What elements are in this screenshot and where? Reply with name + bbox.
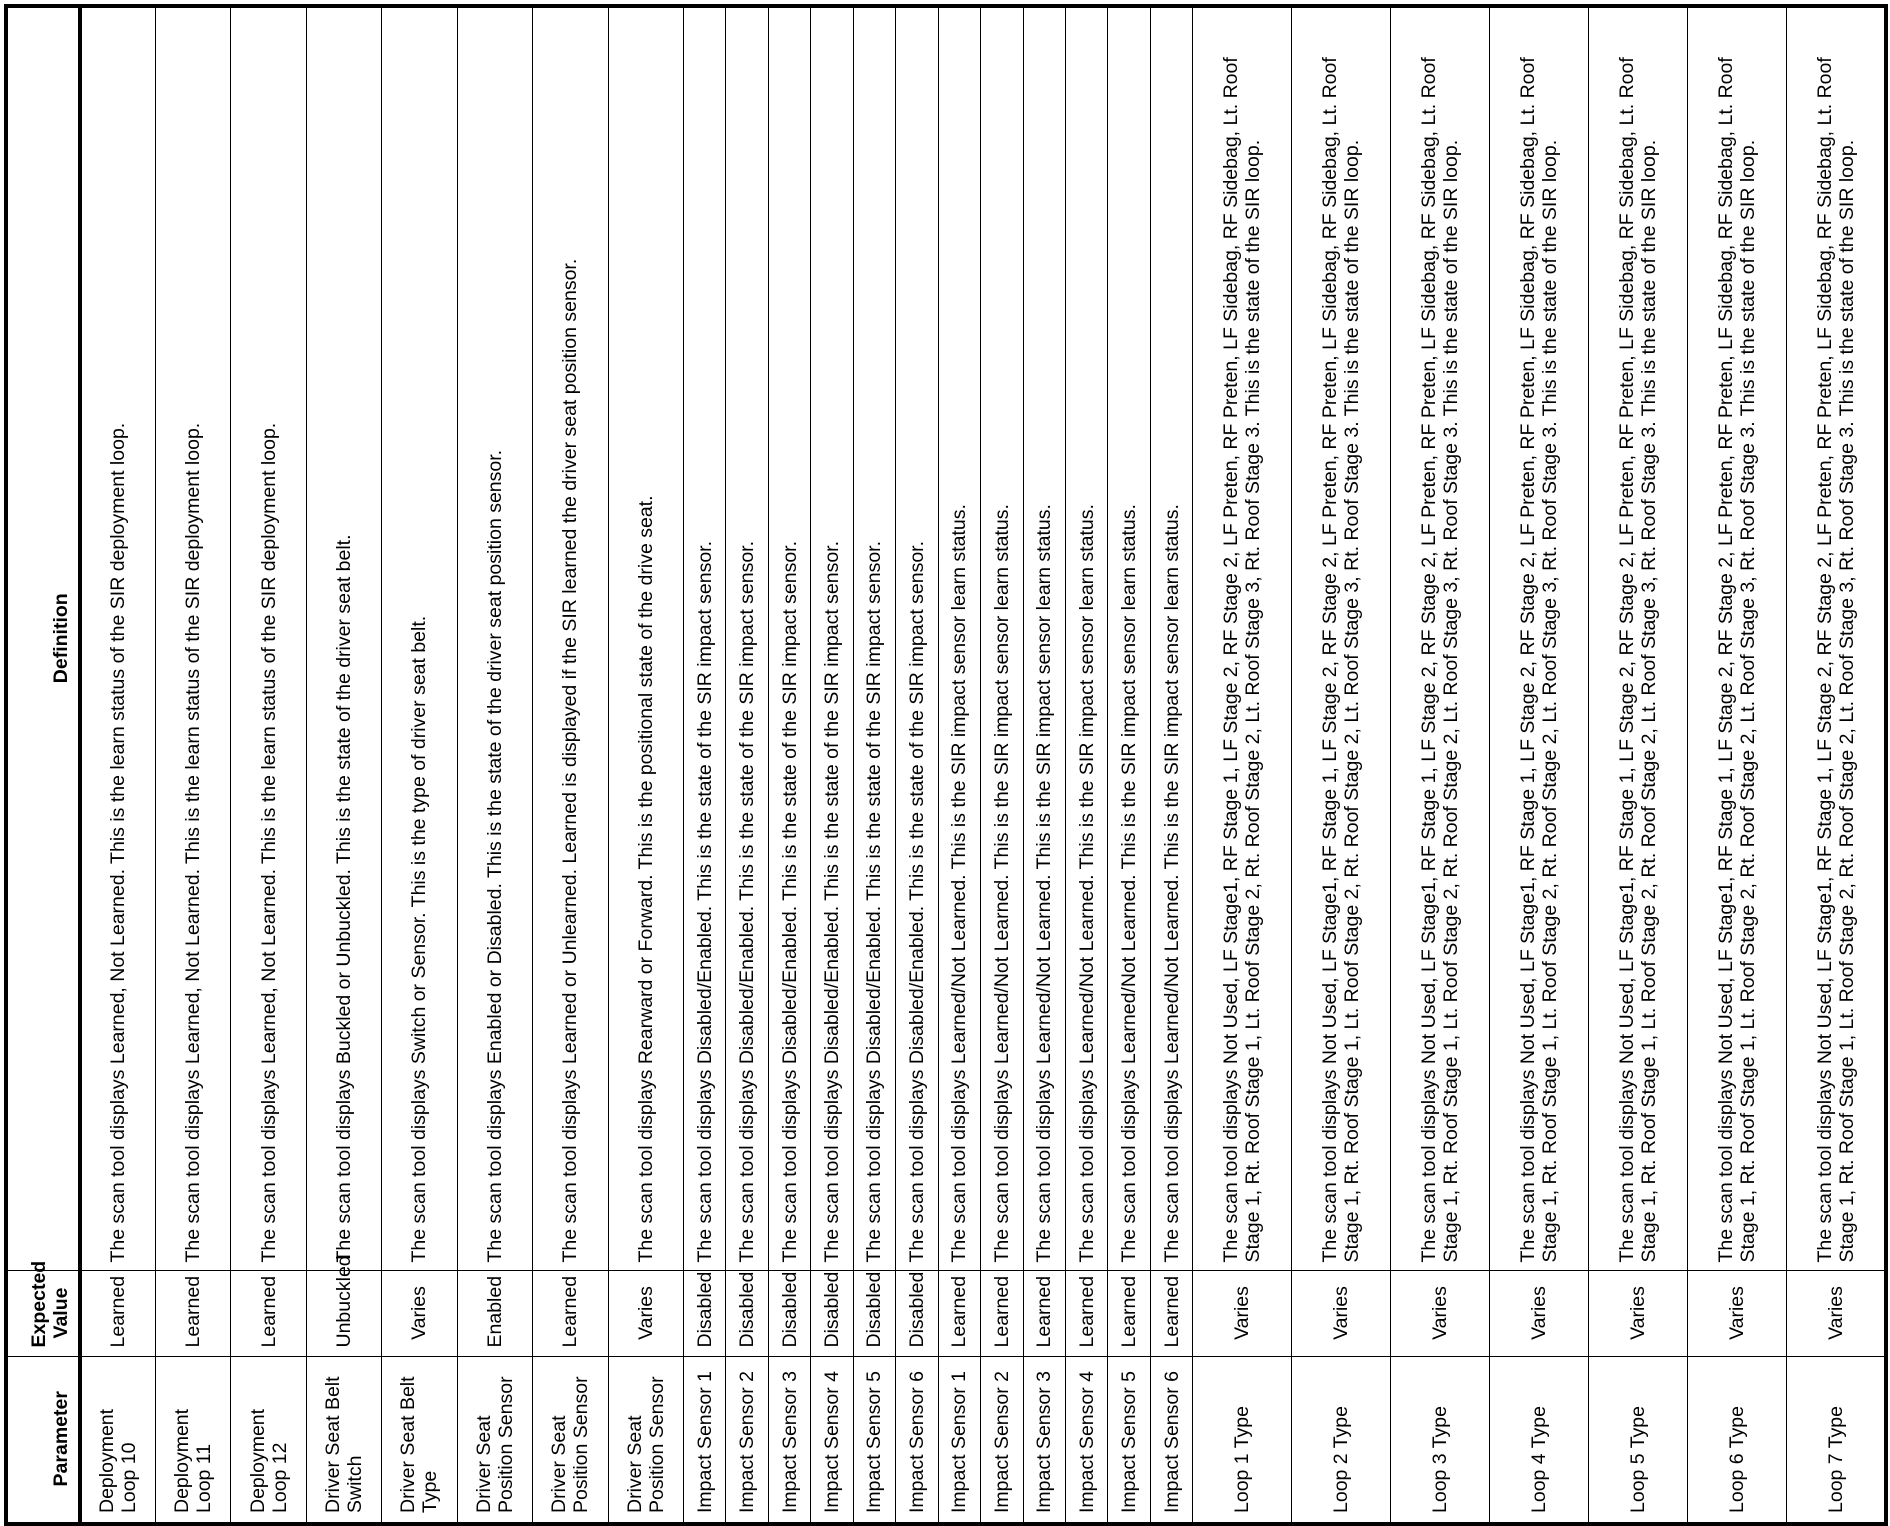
expected-value-cell: Learned — [1023, 1271, 1065, 1357]
definition-cell: The scan tool displays Switch or Sensor. This is the type of driver seat belt. — [382, 6, 457, 1271]
parameter-cell: Loop 4 Type — [1490, 1357, 1589, 1524]
table-row — [533, 6, 608, 1524]
definition-cell: The scan tool displays Learned/Not Learned. This is the SIR impact sensor learn status. — [1150, 6, 1192, 1271]
definition-cell: The scan tool displays Learned or Unlearned. Learned is displayed if the SIR learned the driver seat position sensor. — [533, 6, 608, 1271]
parameter-cell: Deployment Loop 12 — [231, 1357, 306, 1524]
parameter-cell: Impact Sensor 6 — [1150, 1357, 1192, 1524]
header-parameter: Parameter — [6, 1357, 80, 1524]
definition-cell: The scan tool displays Enabled or Disabled. This is the state of the driver seat position sensor. — [457, 6, 532, 1271]
expected-value-cell: Disabled — [811, 1271, 853, 1357]
expected-value-cell: Varies — [1292, 1271, 1391, 1357]
definition-cell: The scan tool displays Learned/Not Learned. This is the SIR impact sensor learn status. — [1108, 6, 1150, 1271]
parameter-cell: Deployment Loop 11 — [155, 1357, 230, 1524]
definition-cell: The scan tool displays Not Used, LF Stage1, RF Stage 1, LF Stage 2, RF Stage 2, LF Preten, RF Preten, LF Sidebag, RF Sidebag, Lt. Roof Stage 1, Rt. Roof Stage 1, Lt. Roof Stage 2, Rt. Roof Stage 2, Lt. Roof Stage 3, Rt. Roof Stage 3. This is the state of the SIR loop. — [1292, 6, 1391, 1271]
expected-value-cell: Learned — [155, 1271, 230, 1357]
definition-cell: The scan tool displays Disabled/Enabled. This is the state of the SIR impact sensor. — [768, 6, 810, 1271]
parameter-cell: Impact Sensor 6 — [896, 1357, 938, 1524]
header-definition: Definition — [6, 6, 80, 1271]
parameter-cell: Impact Sensor 2 — [726, 1357, 768, 1524]
expected-value-cell: Enabled — [457, 1271, 532, 1357]
table-body — [80, 6, 1886, 1524]
expected-value-cell: Varies — [1589, 1271, 1688, 1357]
table-row — [1391, 6, 1490, 1524]
expected-value-cell: Disabled — [896, 1271, 938, 1357]
table-row — [1787, 6, 1886, 1524]
expected-value-cell: Varies — [1391, 1271, 1490, 1357]
parameter-cell: Driver Seat Position Sensor — [457, 1357, 532, 1524]
expected-value-cell: Learned — [231, 1271, 306, 1357]
definition-cell: The scan tool displays Not Used, LF Stage1, RF Stage 1, LF Stage 2, RF Stage 2, LF Preten, RF Preten, LF Sidebag, RF Sidebag, Lt. Roof Stage 1, Rt. Roof Stage 1, Lt. Roof Stage 2, Rt. Roof Stage 2, Lt. Roof Stage 3, Rt. Roof Stage 3. This is the state of the SIR loop. — [1787, 6, 1886, 1271]
definition-cell: The scan tool displays Disabled/Enabled. This is the state of the SIR impact sensor. — [726, 6, 768, 1271]
table-row — [768, 6, 810, 1524]
table-row — [1108, 6, 1150, 1524]
expected-value-cell: Learned — [1108, 1271, 1150, 1357]
parameter-cell: Loop 7 Type — [1787, 1357, 1886, 1524]
table-row — [1150, 6, 1192, 1524]
parameter-cell: Impact Sensor 3 — [768, 1357, 810, 1524]
expected-value-cell: Learned — [938, 1271, 980, 1357]
parameter-cell: Impact Sensor 1 — [938, 1357, 980, 1524]
table-row — [811, 6, 853, 1524]
table-row — [155, 6, 230, 1524]
parameter-cell: Loop 6 Type — [1688, 1357, 1787, 1524]
expected-value-cell: Learned — [1065, 1271, 1107, 1357]
expected-value-cell: Varies — [1490, 1271, 1589, 1357]
expected-value-cell: Disabled — [853, 1271, 895, 1357]
header-expected-value: Expected Value — [6, 1271, 80, 1357]
definition-cell: The scan tool displays Disabled/Enabled. This is the state of the SIR impact sensor. — [853, 6, 895, 1271]
table-row — [231, 6, 306, 1524]
expected-value-cell: Learned — [533, 1271, 608, 1357]
definition-cell: The scan tool displays Learned, Not Learned. This is the learn status of the SIR deployment loop. — [155, 6, 230, 1271]
table-row — [1490, 6, 1589, 1524]
parameter-cell: Impact Sensor 2 — [981, 1357, 1023, 1524]
parameter-cell: Impact Sensor 1 — [684, 1357, 726, 1524]
table-row — [981, 6, 1023, 1524]
table-row — [938, 6, 980, 1524]
table-row — [1292, 6, 1391, 1524]
expected-value-cell: Unbuckled — [306, 1271, 381, 1357]
expected-value-cell: Learned — [1150, 1271, 1192, 1357]
definition-cell: The scan tool displays Not Used, LF Stage1, RF Stage 1, LF Stage 2, RF Stage 2, LF Preten, RF Preten, LF Sidebag, RF Sidebag, Lt. Roof Stage 1, Rt. Roof Stage 1, Lt. Roof Stage 2, Rt. Roof Stage 2, Lt. Roof Stage 3, Rt. Roof Stage 3. This is the state of the SIR loop. — [1688, 6, 1787, 1271]
table-row — [1023, 6, 1065, 1524]
parameter-cell: Deployment Loop 10 — [80, 1357, 155, 1524]
table-row — [608, 6, 683, 1524]
definition-cell: The scan tool displays Learned/Not Learned. This is the SIR impact sensor learn status. — [981, 6, 1023, 1271]
expected-value-cell: Varies — [1193, 1271, 1292, 1357]
definition-cell: The scan tool displays Learned, Not Learned. This is the learn status of the SIR deployment loop. — [231, 6, 306, 1271]
definition-cell: The scan tool displays Disabled/Enabled. This is the state of the SIR impact sensor. — [896, 6, 938, 1271]
expected-value-cell: Learned — [981, 1271, 1023, 1357]
definition-cell: The scan tool displays Learned, Not Learned. This is the learn status of the SIR deployment loop. — [80, 6, 155, 1271]
table-row — [1065, 6, 1107, 1524]
definition-cell: The scan tool displays Not Used, LF Stage1, RF Stage 1, LF Stage 2, RF Stage 2, LF Preten, RF Preten, LF Sidebag, RF Sidebag, Lt. Roof Stage 1, Rt. Roof Stage 1, Lt. Roof Stage 2, Rt. Roof Stage 2, Lt. Roof Stage 3, Rt. Roof Stage 3. This is the state of the SIR loop. — [1193, 6, 1292, 1271]
table-row — [306, 6, 381, 1524]
parameter-cell: Driver Seat Belt Type — [382, 1357, 457, 1524]
definition-cell: The scan tool displays Not Used, LF Stage1, RF Stage 1, LF Stage 2, RF Stage 2, LF Preten, RF Preten, LF Sidebag, RF Sidebag, Lt. Roof Stage 1, Rt. Roof Stage 1, Lt. Roof Stage 2, Rt. Roof Stage 2, Lt. Roof Stage 3, Rt. Roof Stage 3. This is the state of the SIR loop. — [1490, 6, 1589, 1271]
expected-value-cell: Disabled — [768, 1271, 810, 1357]
table-row — [457, 6, 532, 1524]
expected-value-cell: Varies — [1787, 1271, 1886, 1357]
expected-value-cell: Varies — [382, 1271, 457, 1357]
table-row — [684, 6, 726, 1524]
expected-value-cell: Varies — [608, 1271, 683, 1357]
parameter-cell: Impact Sensor 3 — [1023, 1357, 1065, 1524]
parameter-cell: Driver Seat Belt Switch — [306, 1357, 381, 1524]
table-row — [853, 6, 895, 1524]
definition-cell: The scan tool displays Learned/Not Learned. This is the SIR impact sensor learn status. — [938, 6, 980, 1271]
table-row — [896, 6, 938, 1524]
table-row — [726, 6, 768, 1524]
definition-cell: The scan tool displays Disabled/Enabled. This is the state of the SIR impact sensor. — [811, 6, 853, 1271]
definition-cell: The scan tool displays Not Used, LF Stage1, RF Stage 1, LF Stage 2, RF Stage 2, LF Preten, RF Preten, LF Sidebag, RF Sidebag, Lt. Roof Stage 1, Rt. Roof Stage 1, Lt. Roof Stage 2, Rt. Roof Stage 2, Lt. Roof Stage 3, Rt. Roof Stage 3. This is the state of the SIR loop. — [1391, 6, 1490, 1271]
definition-cell: The scan tool displays Learned/Not Learned. This is the SIR impact sensor learn status. — [1023, 6, 1065, 1271]
definition-cell: The scan tool displays Buckled or Unbuckled. This is the state of the driver seat belt. — [306, 6, 381, 1271]
parameter-table — [4, 4, 1888, 1526]
definition-cell: The scan tool displays Learned/Not Learned. This is the SIR impact sensor learn status. — [1065, 6, 1107, 1271]
expected-value-cell: Varies — [1688, 1271, 1787, 1357]
table-row — [80, 6, 155, 1524]
definition-cell: The scan tool displays Disabled/Enabled. This is the state of the SIR impact sensor. — [684, 6, 726, 1271]
expected-value-cell: Learned — [80, 1271, 155, 1357]
rotated-document — [4, 4, 1888, 1526]
expected-value-cell: Disabled — [684, 1271, 726, 1357]
parameter-cell: Loop 2 Type — [1292, 1357, 1391, 1524]
parameter-cell: Driver Seat Position Sensor — [608, 1357, 683, 1524]
parameter-cell: Impact Sensor 4 — [811, 1357, 853, 1524]
table-row — [382, 6, 457, 1524]
table-row — [1193, 6, 1292, 1524]
table-row — [1688, 6, 1787, 1524]
definition-cell: The scan tool displays Rearward or Forward. This is the positional state of the drive seat. — [608, 6, 683, 1271]
parameter-cell: Impact Sensor 5 — [1108, 1357, 1150, 1524]
header-row — [6, 6, 80, 1524]
definition-cell: The scan tool displays Not Used, LF Stage1, RF Stage 1, LF Stage 2, RF Stage 2, LF Preten, RF Preten, LF Sidebag, RF Sidebag, Lt. Roof Stage 1, Rt. Roof Stage 1, Lt. Roof Stage 2, Rt. Roof Stage 2, Lt. Roof Stage 3, Rt. Roof Stage 3. This is the state of the SIR loop. — [1589, 6, 1688, 1271]
parameter-cell: Loop 3 Type — [1391, 1357, 1490, 1524]
parameter-cell: Impact Sensor 4 — [1065, 1357, 1107, 1524]
expected-value-cell: Disabled — [726, 1271, 768, 1357]
parameter-cell: Impact Sensor 5 — [853, 1357, 895, 1524]
parameter-cell: Driver Seat Position Sensor — [533, 1357, 608, 1524]
parameter-cell: Loop 5 Type — [1589, 1357, 1688, 1524]
table-row — [1589, 6, 1688, 1524]
parameter-cell: Loop 1 Type — [1193, 1357, 1292, 1524]
